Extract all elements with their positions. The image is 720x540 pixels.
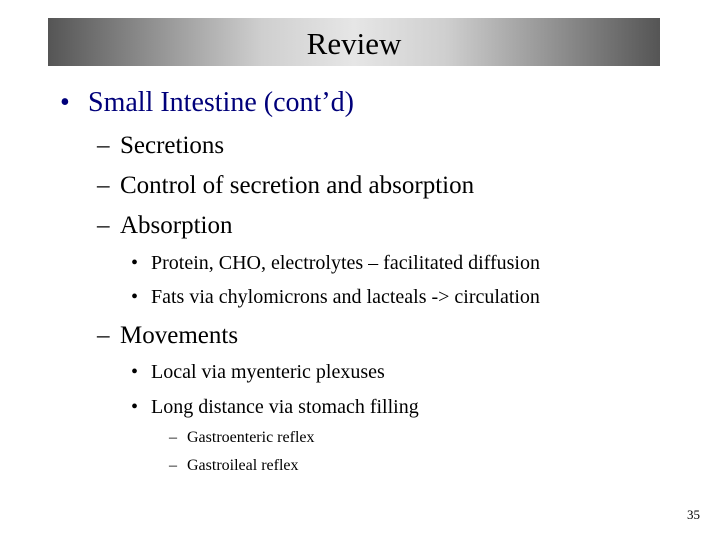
dash-marker: – [169,457,177,474]
sub-item-text: Movements [120,322,239,349]
sub-item-text: Secretions [120,132,225,159]
bullet-marker: • [131,286,139,308]
title-bar [48,18,660,66]
sub-item-secretions [97,133,224,158]
sub-item-control [97,173,474,198]
sub-item-absorption [97,213,233,238]
movement-item-long-distance [131,397,419,417]
bullet-marker: • [131,361,139,383]
page-number: 35 [687,507,700,522]
sub-item-text: Control of secretion and absorption [120,172,475,199]
reflex-item-text: Gastroileal reflex [187,457,299,474]
dash-marker: – [97,212,110,239]
movement-item-text: Long distance via stomach filling [151,396,419,418]
dash-marker: – [169,429,177,446]
reflex-item-gastroileal [169,458,299,474]
absorption-item-fats [131,287,540,307]
heading-text: Small Intestine (cont’d) [88,87,354,118]
sub-item-text: Absorption [120,212,233,239]
bullet-marker: • [131,396,139,418]
absorption-item-text: Protein, CHO, electrolytes – facilitated diffusion [151,252,540,274]
bullet-marker: • [60,87,70,118]
bullet-small-intestine [60,89,354,117]
dash-marker: – [97,132,110,159]
movement-item-text: Local via myenteric plexuses [151,361,385,383]
movement-item-local [131,362,385,382]
reflex-item-gastroenteric [169,430,314,446]
sub-item-movements [97,323,238,348]
slide-title: Review [306,25,402,61]
absorption-item-text: Fats via chylomicrons and lacteals -> circulation [151,286,540,308]
bullet-marker: • [131,252,139,274]
dash-marker: – [97,322,110,349]
reflex-item-text: Gastroenteric reflex [187,429,315,446]
dash-marker: – [97,172,110,199]
absorption-item-protein [131,253,540,273]
